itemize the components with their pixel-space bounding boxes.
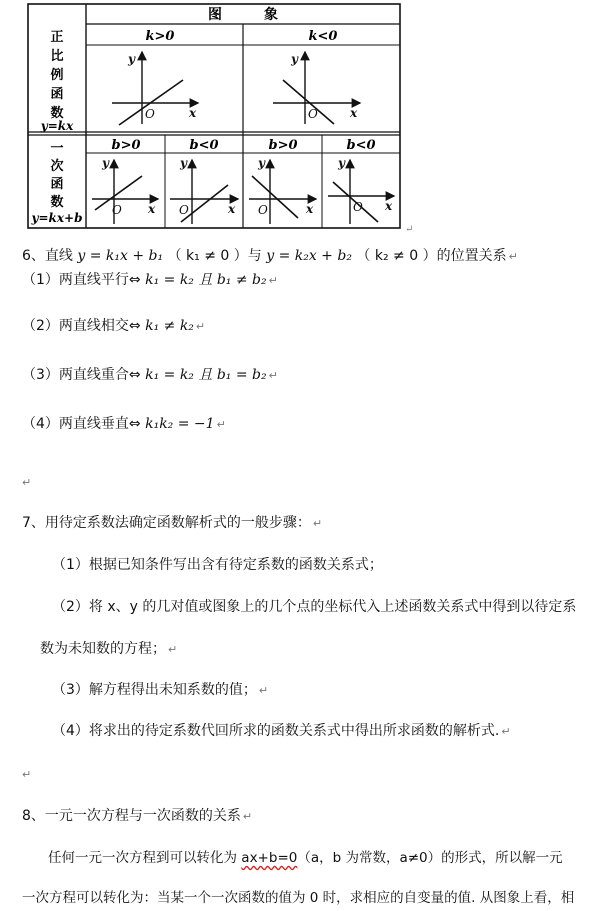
svg-text:x: x — [189, 106, 197, 120]
svg-text:x: x — [350, 106, 358, 120]
empty-paragraph-2: ↵ — [22, 768, 32, 781]
svg-text:y: y — [102, 156, 109, 170]
svg-text:y: y — [338, 156, 345, 170]
section7-step-2: （2）将 x、y 的几对值或图象上的几个点的坐标代入上述函数关系式中得到以待定系 — [52, 599, 577, 615]
graph-linear-kpos-bpos — [92, 156, 158, 224]
graph-proportional-k-negative — [273, 52, 360, 124]
section6-item-perpendicular: （4）两直线垂直⇔ k₁k₂ = −1 ↵ — [22, 416, 226, 432]
section7-title: 7、用待定系数法确定函数解析式的一般步骤： ↵ — [22, 515, 323, 531]
linear-function-label — [31, 141, 83, 225]
empty-paragraph: ↵ — [22, 476, 32, 489]
condition-k-positive: k>0 — [145, 29, 175, 44]
graph-linear-kneg-bpos — [249, 156, 316, 224]
function-graph-table — [0, 0, 603, 240]
svg-text:x: x — [228, 202, 236, 216]
section7-step-2-cont: 数为未知数的方程； ↵ — [40, 641, 178, 657]
svg-text:O: O — [308, 107, 318, 121]
svg-text:例: 例 — [50, 68, 64, 83]
section8-paragraph-line1: 任何一元一次方程到可以转化为 ax+b=0（a，b 为常数，a≠0）的形式，所以解一元 — [48, 850, 563, 866]
svg-text:y: y — [258, 156, 265, 170]
svg-text:数: 数 — [50, 106, 64, 121]
graph-proportional-k-positive — [112, 52, 198, 125]
svg-text:O: O — [179, 203, 189, 217]
section6-title: 6、直线 y = k₁x + b₁ （ k₁ ≠ 0 ）与 y = k₂x + b₂ （ k₂ ≠ 0 ）的位置关系 ↵ — [22, 248, 518, 264]
svg-text:y: y — [291, 52, 298, 66]
svg-text:y: y — [180, 156, 187, 170]
svg-text:y=kx+b: y=kx+b — [31, 211, 83, 225]
section6-item-parallel: （1）两直线平行⇔ k₁ = k₂ 且 b₁ ≠ b₂ ↵ — [22, 272, 278, 288]
svg-text:y=kx: y=kx — [40, 119, 74, 133]
section7-step-1: （1）根据已知条件写出含有待定系数的函数关系式； — [52, 557, 383, 573]
graph-linear-kpos-bneg — [170, 156, 238, 224]
section8-title: 8、一元一次方程与一次函数的关系 ↵ — [22, 808, 253, 824]
svg-text:正: 正 — [50, 30, 64, 45]
condition-b-negative-1: b<0 — [189, 138, 219, 153]
condition-b-positive-1: b>0 — [111, 138, 141, 153]
svg-text:比: 比 — [50, 49, 64, 64]
condition-k-negative: k<0 — [308, 29, 338, 44]
section6-item-coincide: （3）两直线重合⇔ k₁ = k₂ 且 b₁ = b₂ ↵ — [22, 367, 278, 383]
section8-paragraph-line2: 一次方程可以转化为：当某一个一次函数的值为 0 时，求相应的自变量的值. 从图象上看，相 — [22, 890, 575, 906]
svg-text:数: 数 — [50, 195, 64, 210]
section6-item-intersect: （2）两直线相交⇔ k₁ ≠ k₂ ↵ — [22, 318, 206, 334]
svg-text:一: 一 — [50, 141, 64, 156]
condition-b-positive-2: b>0 — [268, 138, 298, 153]
svg-text:y: y — [128, 52, 135, 66]
svg-text:O: O — [353, 200, 363, 214]
section7-step-4: （4）将求出的待定系数代回所求的函数关系式中得出所求函数的解析式. ↵ — [52, 723, 511, 739]
svg-text:x: x — [306, 202, 314, 216]
proportional-function-label — [40, 30, 74, 133]
table-header-title: 图 象 — [208, 7, 278, 23]
svg-text:次: 次 — [50, 159, 64, 174]
condition-b-negative-2: b<0 — [346, 138, 376, 153]
svg-text:O: O — [258, 203, 268, 217]
svg-text:函: 函 — [50, 177, 64, 192]
svg-text:x: x — [385, 199, 393, 213]
svg-text:函: 函 — [50, 87, 64, 102]
svg-text:O: O — [145, 107, 155, 121]
section7-step-3: （3）解方程得出未知系数的值； ↵ — [52, 682, 269, 698]
svg-text:x: x — [148, 202, 156, 216]
paragraph-mark: ↵ — [405, 224, 414, 235]
graph-linear-kneg-bneg — [328, 156, 394, 224]
svg-text:O: O — [112, 203, 122, 217]
